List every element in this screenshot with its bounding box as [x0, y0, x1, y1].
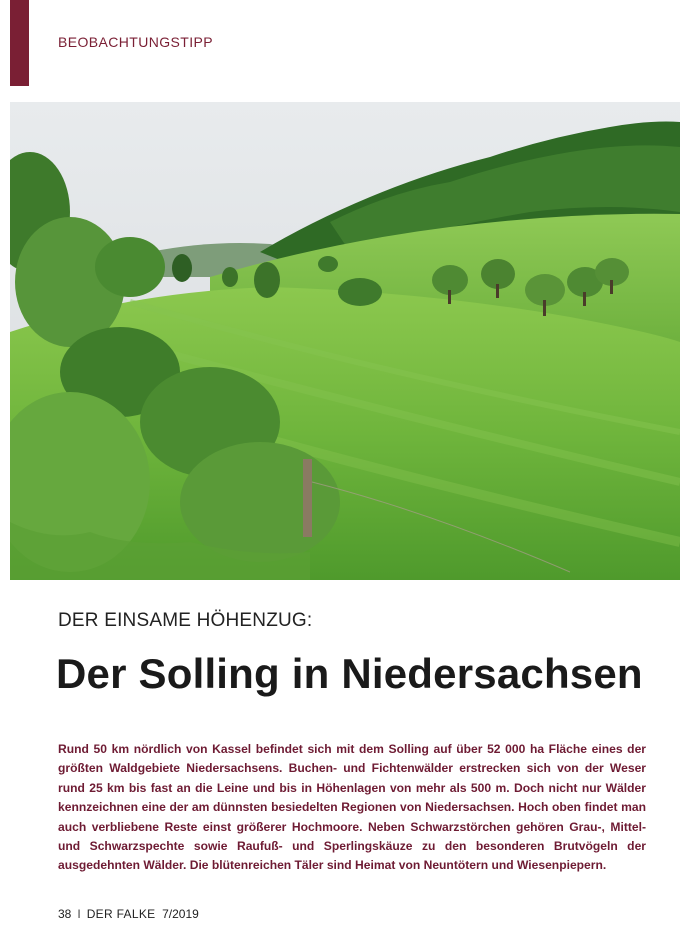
landscape-photo [10, 102, 680, 580]
section-label: BEOBACHTUNGSTIPP [58, 34, 213, 50]
issue-number: 7/2019 [162, 907, 199, 921]
page-footer [58, 907, 199, 921]
magazine-name: DER FALKE [86, 907, 156, 921]
page-number: 38 [58, 907, 72, 921]
fence-post [303, 459, 312, 537]
accent-bar [10, 0, 29, 86]
footer-separator: I [77, 907, 81, 921]
article-lead: Rund 50 km nördlich von Kassel befindet sich mit dem Solling auf über 52 000 ha Fläche eines der größten Waldgebiete Niedersachsens. Buchen- und Fichtenwälder erstrecken sich von der Weser rund 25 km bis fast an die Leine und bis in Höhenlagen von mehr als 500 m. Doch nicht nur Wälder kennzeichnen eine der am dünnsten besiedelten Regionen von Niedersachsen. Hoch oben findet man auch verbliebene Reste einst größerer Hochmoore. Neben Schwarzstörchen gehören Grau-, Mittel- und Schwarzspechte sowie Raufuß- und Sperlingskäuze zu den besonderen Brutvögeln der ausgedehnten Wälder. Die blütenreichen Täler sind Heimat von Neuntötern und Wiesenpiepern. [58, 742, 646, 873]
article-kicker: DER EINSAME HÖHENZUG: [58, 610, 313, 631]
article-title: Der Solling in Niedersachsen [56, 650, 643, 697]
landscape-illustration [10, 102, 680, 580]
